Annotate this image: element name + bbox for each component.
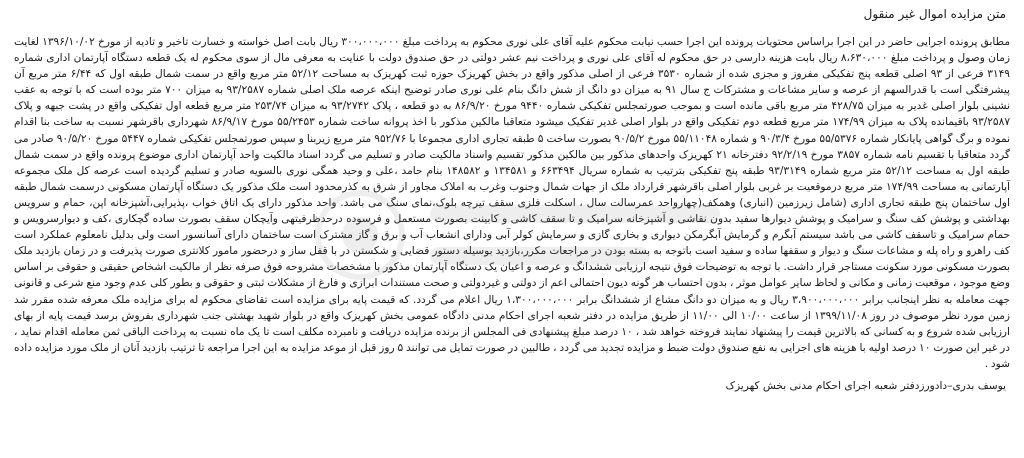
notice-signature: یوسف بدری–دادورزدفتر شعبه اجرای احکام مدنی بخش کهریزک	[725, 379, 1006, 392]
notice-body: مطابق پرونده اجرایی حاضر در این اجرا براساس محتویات پرونده این اجرا حسب نیابت محکوم علیه آقای علی نوری محکوم به پرداخت مبلغ ۳۰۰،۰۰۰،۰۰۰ ریال بابت اصل خواسته و خسارت تاخیر و تادیه از مورخ ۱۳۹۶/۱۰/۰۲ لغایت زمان وصول و پرداخت مبلغ ۸،۶۳۰،۰۰۰ ریال بابت هزینه دارسی در حق محکوم له آقای علی نوری و پرداخت نیم عشر دولتی در حق صندوق دولت با عنایت به معرفی مال از سوی محکوم له یک قطعه دستگاه آپارتمان اداری شماره ۳۱۴۹ فرعی از ۹۳ اصلی قطعه پنج تفکیکی مفروز و مجزی شده از شماره ۳۵۳۰ فرعی از اصلی مذکور واقع در بخش کهریزک حوزه ثبت کهریزک به مساحت ۵۲/۱۲ متر مربع واقع در سمت شمال طبقه اول که ۶/۴۴ متر مربع آن پیشرفتگی است با قدرالسهم از عرصه و سایر مشاعات و مشترکات ج سال ۹۱ به میزان دو دانگ از شش دانگ بنام علی نوری صادر توضیح اینکه عرصه ملک اصلی شماره ۹۳/۲۵۸۷ به میزان ۷۰۰ متر بوده است که با توجه به عقب نشینی بلوار اصلی غدیر به میزان ۴۲۸/۷۵ متر مربع باقی مانده است و بموجب صورتمجلس تفکیکی شماره ۹۴۴۰ مورخ ۸۶/۹/۲۰ به دو قطعه ، پلاک ۹۳/۲۷۴۲ به میزان ۲۵۳/۷۴ متر مربع قطعه اول تفکیکی واقع در پشت جبهه و پلاک ۹۳/۲۵۸۷ باقیمانده پلاک به میزان ۱۷۴/۹۹ متر مربع قطعه دوم تفکیکی واقع در بلوار اصلی غدیر تفکیک میشود متعاقبا مالکین مذکور با اخذ پروانه ساخت شماره ۵۵/۲۴۵۳ مورخ ۸۶/۹/۱۷ شهرداری باقرشهر نسبت به ساخت بنا اقدام نموده و برگ گواهی پایانکار شماره ۵۵/۵۳۷۶ مورخ ۹۰/۳/۴ و شماره ۵۵/۱۱۰۴۸ مورخ ۹۰/۵/۲ بصورت ساخت ۵ طبقه تجاری اداری مجموعا با ۹۵۲/۷۶ متر مربع زیربنا و سپس صورتمجلس تفکیکی شماره ۵۴۴۷ مورخ ۹۰/۵/۲۰ صادر می گردد متعاقبا با تقسیم نامه شماره ۳۸۵۷ مورخ ۹۲/۲/۱۹ دفترخانه ۲۱ کهریزک واحدهای مذکور بین مالکین مذکور تقسیم واسناد مالکیت صادر و تسلیم می گردد اسناد مالکیت واحد آپارتمان اداری موضوع پرونده واقع در سمت شمال طبقه اول به مساحت ۵۲/۱۲ متر مربع شماره ۹۳/۳۱۴۹ طبقه پنج تفکیکی بترتیب به شماره سریال ۶۶۳۴۹۴ و ۱۳۴۵۸۱ و ۱۴۸۵۸۲ بنام حامد ،علی و وحید همگی نوری بالسویه صادر و تسلیم گردیده است عرصه کل ملک مجموعه آپارتمانی به مساحت ۱۷۴/۹۹ متر مربع درموقعیت بر غربی بلوار اصلی باقرشهر قرارداد ملک از جهات شمال وجنوب وغرب به املاک مجاور از شرق به کذرمحدود است ملک مذکور یک دستگاه آپارتمان مسکونی درسمت شمال طبقه اول ساختمان پنج طبقه تجاری اداری (شامل زیرزمین (انباری) وهمکف(چهارواحد عمرسالت سال ، اسکلت فلزی سقف تیرچه بلوک،نمای سنگ می باشد. واحد مذکور دارای یک اتاق خواب ،پذیرایی،آشپزخانه اپن، حمام و سرویس بهداشتی و پوشش کف سنگ و سرامیک و پوشش دیوارها سفید بدون نقاشی و آشپزخانه سرامیک و تا سقف کاشی و کابینت بصورت مستعمل و فرسوده درحدظرفیتهی وآیچکان سقف بصورت ساده گچکاری ،کف و دیوارسرویس و حمام سرامیک و تاسقف کاشی می باشد سیستم آبگرم و گرمایش آبگرمکن دیواری و بخاری گازی و سرمایش کولر آبی ودارای انشعاب آب و برق و گاز مشترک است ساختمان دارای آسانسور است ولی بدلیل نامعلوم عملکرد است کف راهرو و راه پله و مشاعات سنگ و دیوار و سقفها ساده و سفید است باتوجه به بسته بودن در مراجعات مکرر،بازدید بوسیله دستور قضایی و شکستن در با قفل ساز و درحضور مامور کلانتری صورت پذیرفت و در زمان بازدید ملک بصورت مسکونی مورد سکونت مستاجر قرار داشت. با توجه به توضیحات فوق نتیجه ارزیابی ششدانگ و عرصه و اعیان یک دستگاه آپارتمان مذکور با مشخصات مشروحه فوق صرفه نظر از مالکیت اشخاص حقیقی و حقوقی بر اساس وضع موجود ، موقعیت زمانی و مکانی و لحاظ سایر عوامل موثر ، بدون احتساب هر گونه دیون احتمالی اعم از دولتی و غیردولتی و صحت مستندات ابرازی و فارغ از مشکلات ثبتی و حقوقی و بطور کلی عدم وجود منع شرعی و قانونی جهت معامله به نظر اینجانب برابر ۳،۹۰۰،۰۰۰،۰۰۰ ریال و به میزان دو دانگ مشاع از ششدانگ برابر ۱،۳۰۰،۰۰۰،۰۰۰ ریال اعلام می گردد. که قیمت پایه برای مزایده است تقاضای محکوم له برای مزایده ملک معرفه شده مقرر شد زمین مورد نظر موصوف در روز ۱۳۹۹/۱۱/۰۸ از ساعت ۱۰/۰۰ الی ۱۱/۰۰ از طریق مزایده در دفتر شعبه اجرای احکام مدنی دادگاه عمومی بخش کهریزک واقع در بلوار شهید بهشتی جنب شهرداری بفروش برسد قیمت پایه از بهای ارزیابی شده شروع و به کسانی که بالاترین قیمت را پیشنهاد نمایند فروخته خواهد شد ، ۱۰ درصد مبلغ پیشنهادی فی المجلس از برنده مزایده دریافت و نامبرده مکلف است تا یک ماه نسبت به پرداخت الباقی ثمن معامله اقدام نماید ، در غیر این صورت ۱۰ درصد اولیه با هزینه های اجرایی به نفع صندوق دولت ضبط و مزایده تجدید می گردد ، طالبین در صورت تمایل می توانند ۵ روز قبل از موعد مزایده به این اجرا مراجعه تا ترتیب بازدید آنان از ملک مورد مزایده داده شود .	[14, 36, 1011, 370]
notice-title: متن مزایده اموال غیر منقول	[863, 7, 1006, 21]
